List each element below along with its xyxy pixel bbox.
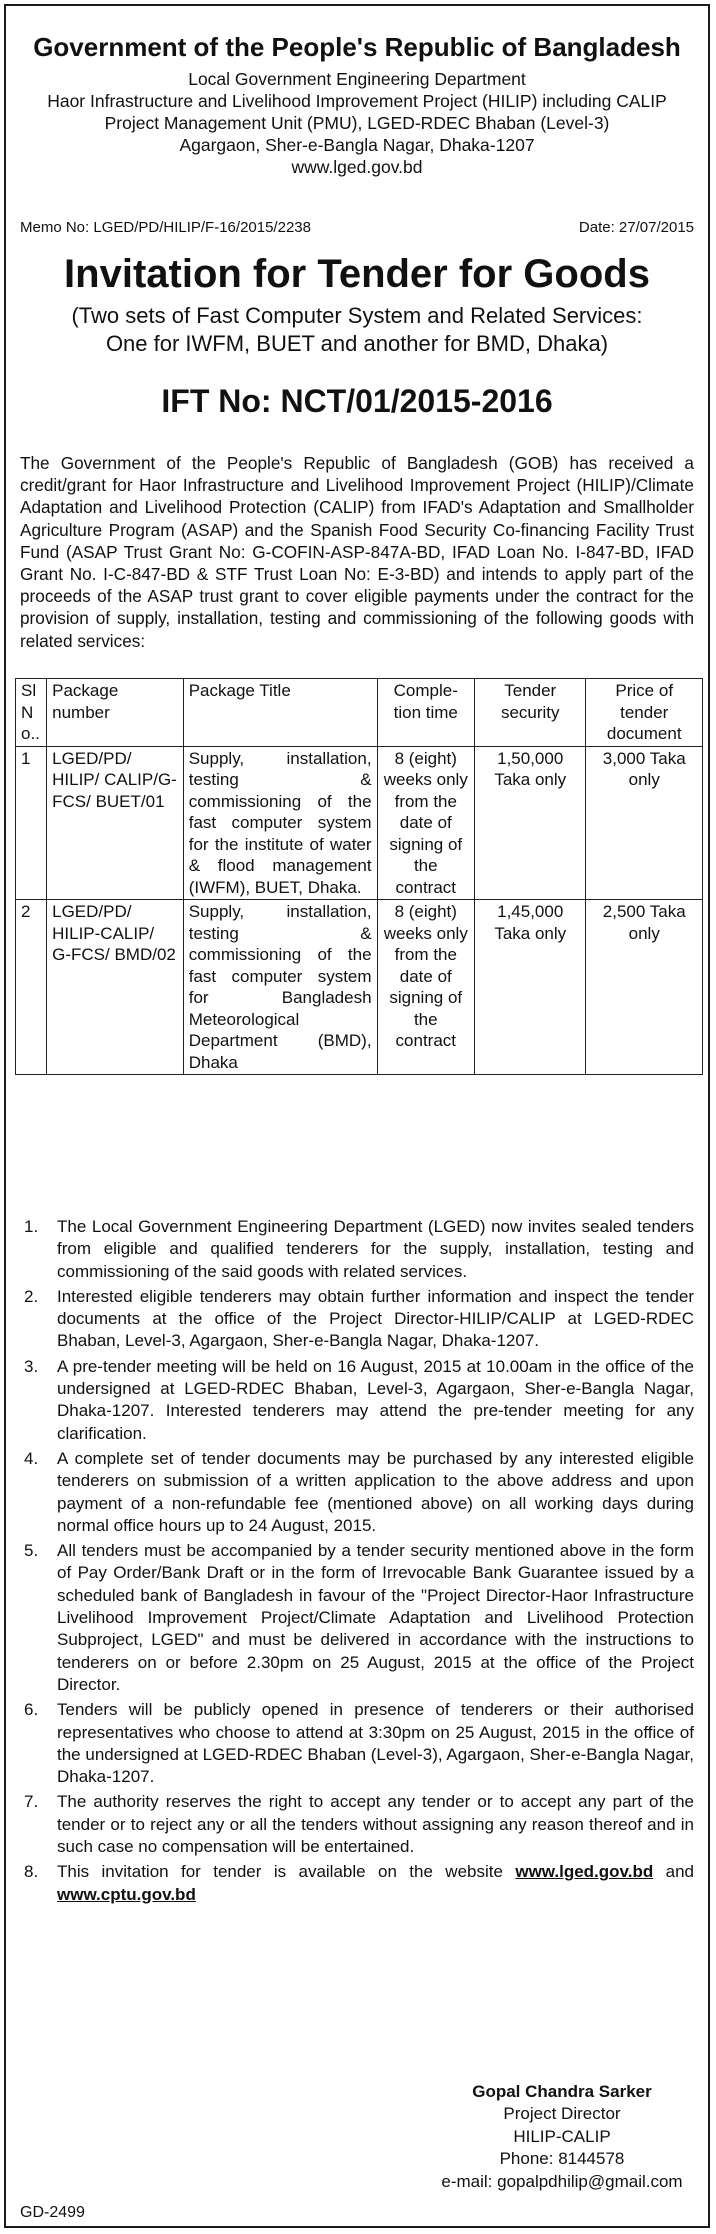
item-number: 3. xyxy=(24,1356,39,1376)
item-text: All tenders must be accompanied by a tender security mentioned above in the form of Pay Order/Bank Draft or in the form of Irrevocable Bank Guarantee issued by a scheduled bank of Bangladesh in favour of the "Project Director-Haor Infrastructure Livelihood Improvement Project/Climate Adaptation and Livelihood Protection Subproject, LGED" and must be delivered in accordance with the instructions to tenderers on or before 2.30pm on 25 August, 2015 at the office of the Project Director. xyxy=(57,1541,694,1694)
header-tender-security: Tender security xyxy=(474,679,585,747)
signatory-name: Gopal Chandra Sarker xyxy=(472,2082,652,2101)
list-item xyxy=(15,1216,697,1283)
item-number: 1. xyxy=(24,1217,39,1236)
government-heading: Government of the People's Republic of Bangladesh xyxy=(33,32,681,62)
list-item xyxy=(15,1286,697,1353)
footer-code: GD-2499 xyxy=(20,2204,85,2221)
page-title: Invitation for Tender for Goods xyxy=(64,252,650,296)
row-package-title: Supply, installation, testing & commissioning of the fast computer system for the institute of water & flood management (IWFM), BUET, Dhaka. xyxy=(183,746,377,900)
header-package-title: Package Title xyxy=(183,679,377,747)
item-number: 2. xyxy=(24,1286,39,1306)
item-text: This invitation for tender is available on the website xyxy=(57,1862,516,1882)
list-item xyxy=(15,1861,697,1906)
row-sl: 1 xyxy=(16,746,47,900)
list-item xyxy=(15,1448,697,1537)
list-item xyxy=(15,1699,697,1788)
item-text: The authority reserves the right to accept any tender or to accept any part of the tender or to reject any or all the tenders without assigning any reason thereof and in such case no compensation will be entertained. xyxy=(57,1792,694,1857)
list-item xyxy=(15,1791,697,1858)
row-document-price: 3,000 Taka only xyxy=(586,746,703,900)
row-completion-time: 8 (eight) weeks only from the date of signing of the contract xyxy=(377,746,474,900)
subtitle-line-1: (Two sets of Fast Computer System and Related Services: xyxy=(71,303,643,328)
signatory-project: HILIP-CALIP xyxy=(513,2126,611,2146)
header-document-price: Price of tender document xyxy=(586,679,703,747)
item-number: 4. xyxy=(24,1448,39,1468)
notice-frame xyxy=(4,4,710,2228)
header-sl: Sl N o.. xyxy=(16,679,47,747)
row-sl: 2 xyxy=(16,900,47,1075)
item-text: A pre-tender meeting will be held on 16 August, 2015 at 10.00am in the office of the undersigned at LGED-RDEC Bhaban, Level-3, Agargaon, Sher-e-Bangla Nagar, Dhaka-1207. Interested tenderers may attend the pre-tender meeting for any clarification. xyxy=(57,1356,694,1443)
item-text: The Local Government Engineering Department (LGED) now invites sealed tenders from eligible and qualified tenderers for the supply, installation, testing and commissioning of the said goods with related services. xyxy=(57,1217,694,1281)
item-number: 8. xyxy=(24,1862,39,1882)
ift-number: IFT No: NCT/01/2015-2016 xyxy=(161,383,553,419)
row-package-number: LGED/PD/ HILIP/ CALIP/G-FCS/ BUET/01 xyxy=(47,746,184,900)
row-tender-security: 1,50,000 Taka only xyxy=(474,746,585,900)
terms-list xyxy=(15,1216,697,1909)
intro-paragraph: The Government of the People's Republic of Bangladesh (GOB) has received a credit/grant for Haor Infrastructure and Livelihood Improvement Project (HILIP)/Climate Adaptation and Livelihood Protection (CALIP) from IFAD's Adaptation and Smallholder Agriculture Program (ASAP) and the Spanish Food Security Co-financing Facility Trust Fund (ASAP Trust Grant No: G-COFIN-ASP-847A-BD, IFAD Loan No. I-847-BD, IFAD Grant No. I-C-847-BD & STF Trust Loan No: E-3-BD) and intends to apply part of the proceeds of the ASAP trust grant to cover eligible payments under the contract for the provision of supply, installation, testing and commissioning of the following goods with related services: xyxy=(20,453,694,651)
table-row xyxy=(16,746,703,900)
unit-line: Project Management Unit (PMU), LGED-RDEC Bhaban (Level-3) xyxy=(104,113,610,133)
list-item xyxy=(15,1540,697,1696)
row-package-number: LGED/PD/ HILIP-CALIP/ G-FCS/ BMD/02 xyxy=(47,900,184,1075)
row-tender-security: 1,45,000 Taka only xyxy=(474,900,585,1075)
package-table xyxy=(15,678,703,1075)
row-document-price: 2,500 Taka only xyxy=(586,900,703,1075)
table-row xyxy=(16,900,703,1075)
item-text: Tenders will be publicly opened in presence of tenderers or their authorised representatives who choose to attend at 3:30pm on 25 August, 2015 in the office of the undersigned at LGED-RDEC Bhaban (Level-3), Agargaon, Sher-e-Bangla Nagar, Dhaka-1207. xyxy=(57,1700,694,1787)
item-text: Interested eligible tenderers may obtain further information and inspect the tender documents at the office of the Project Director-HILIP/CALIP at LGED-RDEC Bhaban, Level-3, Agargaon, Sher-e-Bangla Nagar, Dhaka-1207. xyxy=(57,1286,694,1351)
signatory-email[interactable]: e-mail: gopalpdhilip@gmail.com xyxy=(441,2171,683,2191)
subtitle-line-2: One for IWFM, BUET and another for BMD, Dhaka) xyxy=(105,331,609,356)
header-package-number: Package number xyxy=(47,679,184,747)
item-number: 5. xyxy=(24,1541,39,1561)
signature-block xyxy=(432,2081,692,2193)
website-line[interactable]: www.lged.gov.bd xyxy=(291,157,423,177)
signatory-designation: Project Director xyxy=(503,2104,621,2124)
list-item xyxy=(15,1356,697,1445)
row-package-title: Supply, installation, testing & commissioning of the fast computer system for Bangladesh Meteorological Department (BMD), Dhaka xyxy=(183,900,377,1075)
department-line: Local Government Engineering Department xyxy=(188,69,526,89)
cptu-website-link[interactable]: www.cptu.gov.bd xyxy=(57,1884,196,1904)
memo-number: Memo No: LGED/PD/HILIP/F-16/2015/2238 xyxy=(20,219,311,236)
item-text: A complete set of tender documents may be purchased by any interested eligible tenderers on submission of a written application to the above address and upon payment of a non-refundable fee (mentioned above) on all working days during normal office hours up to 24 August, 2015. xyxy=(57,1448,694,1535)
item-number: 6. xyxy=(24,1700,39,1720)
item-number: 7. xyxy=(24,1792,39,1812)
header-completion-time: Comple-tion time xyxy=(377,679,474,747)
project-line: Haor Infrastructure and Livelihood Improvement Project (HILIP) including CALIP xyxy=(47,91,667,111)
signatory-phone: Phone: 8144578 xyxy=(499,2149,625,2169)
item-text-connector: and xyxy=(653,1862,694,1882)
table-header-row xyxy=(16,679,703,747)
lged-website-link[interactable]: www.lged.gov.bd xyxy=(515,1862,654,1882)
row-completion-time: 8 (eight) weeks only from the date of signing of the contract xyxy=(377,900,474,1075)
address-line: Agargaon, Sher-e-Bangla Nagar, Dhaka-1207 xyxy=(179,135,535,155)
memo-date: Date: 27/07/2015 xyxy=(578,219,694,236)
